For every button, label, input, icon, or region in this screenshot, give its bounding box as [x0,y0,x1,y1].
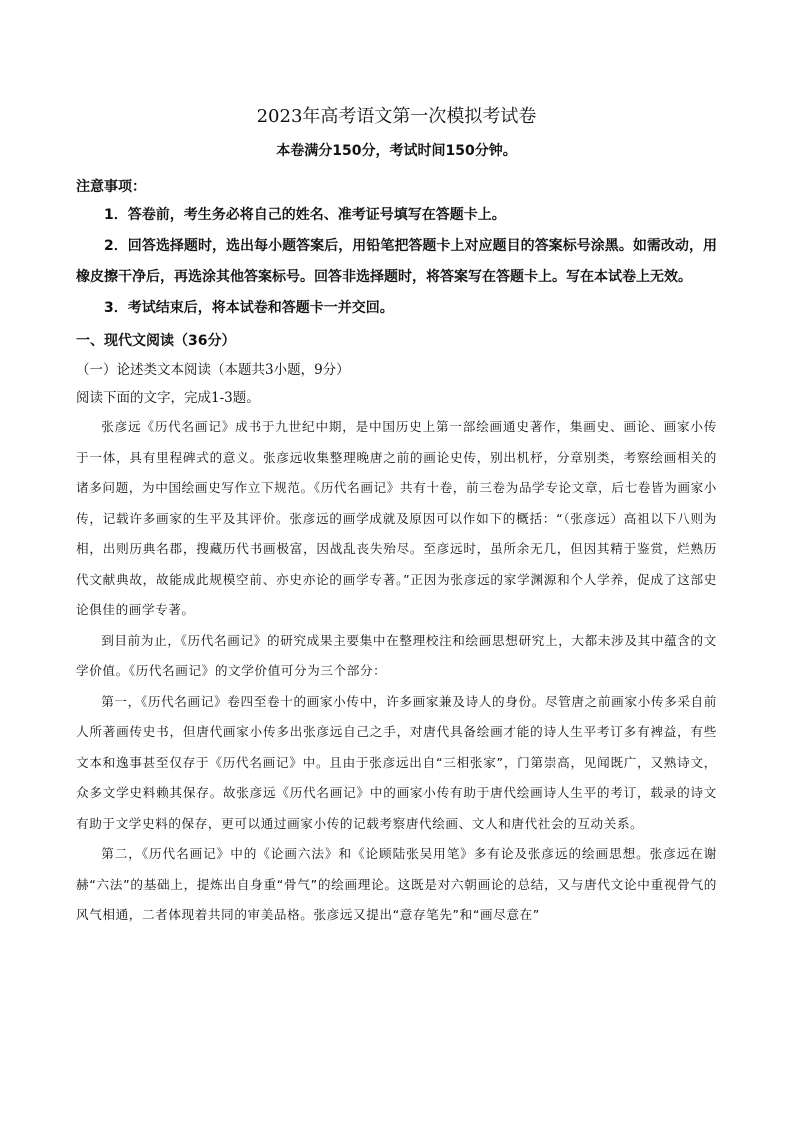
notice-item: 3．考试结束后，将本试卷和答题卡一并交回。 [104,300,394,316]
section-heading: 一、现代文阅读（36分） [76,333,236,349]
body-paragraph: 第二，《历代名画记》中的《论画六法》和《论顾陆张吴用笔》多有论及张彦远的绘画思想。张彦远在谢赫“六法”的基础上，提炼出自身重“骨气”的绘画理论。这既是对六朝画论的总结，又与唐代文论中重视骨气的风气相通，二者体现着共同的审美品格。张彦远又提出“意存笔先”和“画尽意在” [76,846,717,922]
exam-title: 2023年高考语文第一次模拟考试卷 [256,106,537,127]
body-paragraph: 到目前为止，《历代名画记》的研究成果主要集中在整理校注和绘画思想研究上，大都未涉及其中蕴含的文学价值。《历代名画记》的文学价值可分为三个部分： [76,632,717,678]
body-paragraph: 第一，《历代名画记》卷四至卷十的画家小传中，许多画家兼及诗人的身份。尽管唐之前画家小传多采自前人所著画传史书，但唐代画家小传多出张彦远自己之手，对唐代具备绘画才能的诗人生平考订多有裨益，有些文本和逸事甚至仅存于《历代名画记》中。且由于张彦远出自“三相张家”，门第崇高，见闻既广，又熟诗文，众多文学史料赖其保存。故张彦远《历代名画记》中的画家小传有助于唐代绘画诗人生平的考订，载录的诗文有助于文学史料的保存，更可以通过画家小传的记载考察唐代绘画、文人和唐代社会的互动关系。 [76,693,717,831]
subsection-heading: （一）论述类文本阅读（本题共3小题，9分） [76,362,350,378]
notice-item: 1．答卷前，考生务必将自己的姓名、准考证号填写在答题卡上。 [104,207,506,223]
body-paragraph: 张彦远《历代名画记》成书于九世纪中期，是中国历史上第一部绘画通史著作，集画史、画论、画家小传于一体，具有里程碑式的意义。张彦远收集整理晚唐之前的画论史传，别出机杼，分章别类，考察绘画相关的诸多问题，为中国绘画史写作立下规范。《历代名画记》共有十卷，前三卷为品学专论文章，后七卷皆为画家小传，记载许多画家的生平及其评价。张彦远的画学成就及原因可以作如下的概括：“（张彦远）高祖以下八则为相，出则历典名郡，搜藏历代书画极富，因战乱丧失殆尽。至彦远时，虽所余无几，但因其精于鉴赏，烂熟历代文献典故，故能成此规模空前、亦史亦论的画学专著。”正因为张彦远的家学渊源和个人学养，促成了这部史论俱佳的画学专著。 [76,419,717,617]
exam-subtitle: 本卷满分150分，考试时间150分钟。 [276,143,517,159]
notice-item: 2．回答选择题时，选出每小题答案后，用铅笔把答题卡上对应题目的答案标号涂黑。如需改动，用橡皮擦干净后，再选涂其他答案标号。回答非选择题时，将答案写在答题卡上。写在本试卷上无效。 [76,238,717,285]
reading-instruction: 阅读下面的文字，完成1-3题。 [76,390,260,406]
notice-heading: 注意事项： [76,179,146,195]
